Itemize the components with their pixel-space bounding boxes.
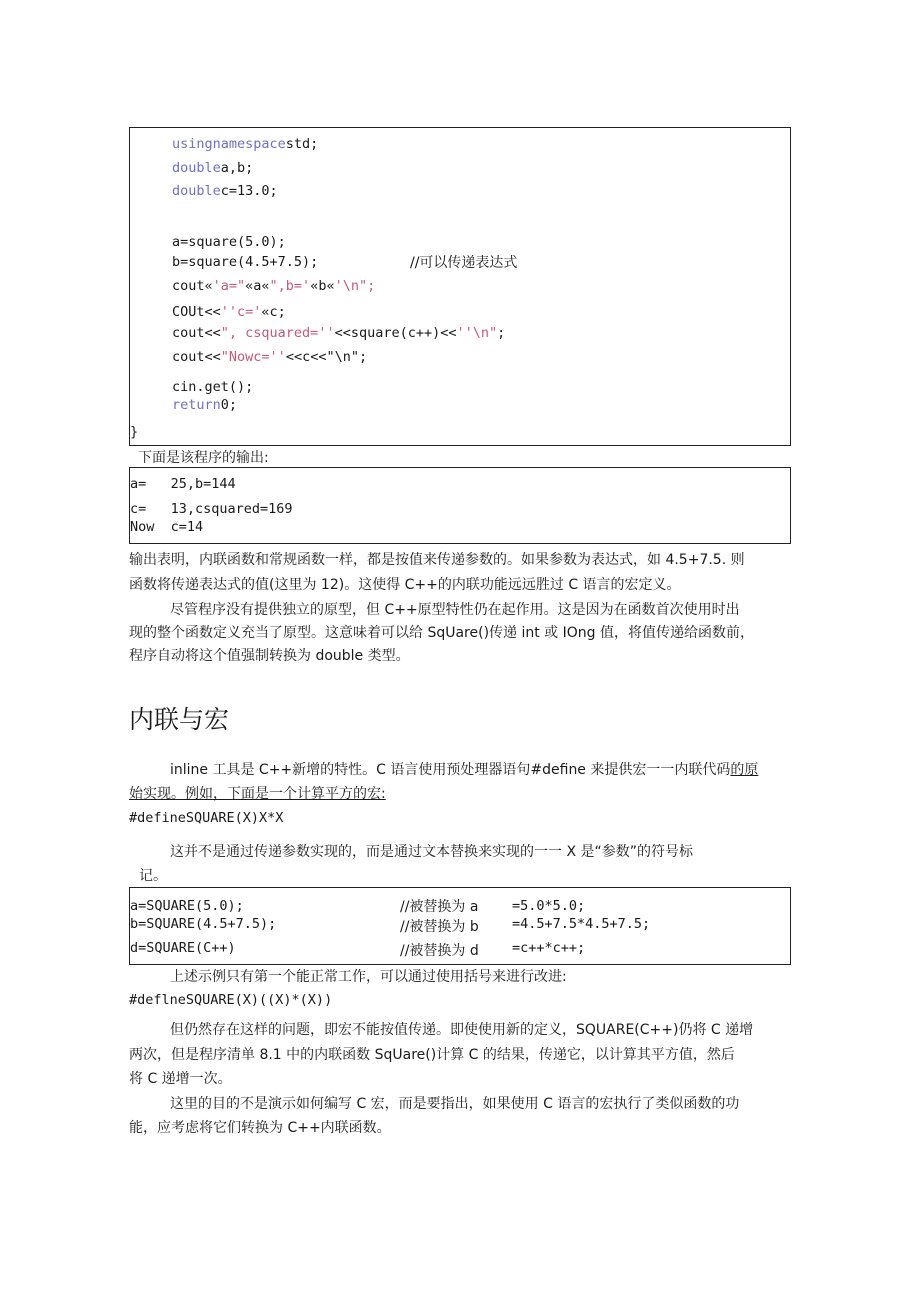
define-statement: #defineSQUARE(X)X*X — [129, 810, 284, 826]
code-line: usingnamespacestd; — [172, 136, 319, 152]
code-line: cout<<", csquared=''<<square(c++)<<''\n"; — [172, 325, 506, 341]
paragraph-line: 能，应考虑将它们转换为 C++内联函数。 — [129, 1120, 391, 1136]
paragraph-line: inline 工具是 C++新增的特性。C 语言使用预处理器语句#define 来提供宏一一内联代码的原 — [170, 762, 759, 778]
code-line: COUt<<''c='«c; — [172, 304, 286, 320]
paragraph-line: 输出表明，内联函数和常规函数一样，都是按值来传递参数的。如果参数为表达式，如 4.5+7.5. 则 — [129, 552, 745, 568]
paragraph-line: 将 C 递增一次。 — [129, 1071, 232, 1087]
table-cell-code: b=SQUARE(4.5+7.5); — [130, 916, 277, 932]
paragraph-line: 记。 — [139, 868, 167, 884]
paragraph-line: 但仍然存在这样的问题，即宏不能按值传递。即使使用新的定义，SQUARE(C++)仍将 C 递增 — [170, 1022, 754, 1038]
paragraph-line: 函数将传递表达式的值(这里为 12)。这使得 C++的内联功能远远胜过 C 语言的宏定义。 — [129, 577, 681, 593]
code-line: b=square(4.5+7.5); — [172, 254, 319, 270]
code-line: doublea,b; — [172, 160, 254, 176]
paragraph-line: 上述示例只有第一个能正常工作，可以通过使用括号来进行改进: — [170, 969, 567, 985]
paragraph-line: 这并不是通过传递参数实现的，而是通过文本替换来实现的一一 X 是“参数”的符号标 — [170, 844, 693, 860]
code-line: cout<<"Nowc=''<<c<<"\n"; — [172, 349, 368, 365]
paragraph-line: 始实现。例如，下面是一个计算平方的宏: — [129, 786, 386, 802]
table-cell-result: =4.5+7.5*4.5+7.5; — [512, 916, 651, 932]
output-intro: 下面是该程序的输出: — [138, 450, 269, 466]
table-cell-result: =c++*c++; — [512, 940, 586, 956]
table-cell-comment: //被替换为 b — [400, 919, 479, 935]
paragraph-line: 两次，但是程序清单 8.1 中的内联函数 SqUare()计算 C 的结果，传递它，以计算其平方值，然后 — [129, 1047, 735, 1063]
table-cell-comment: //被替换为 a — [400, 899, 479, 915]
table-cell-code: d=SQUARE(C++) — [130, 940, 236, 956]
define-statement: #deflneSQUARE(X)((X)*(X)) — [129, 992, 333, 1008]
code-comment: //可以传递表达式 — [410, 255, 518, 271]
table-cell-result: =5.0*5.0; — [512, 898, 586, 914]
code-line: return0; — [172, 397, 238, 413]
output-line: Now c=14 — [130, 519, 204, 535]
table-cell-comment: //被替换为 d — [400, 943, 479, 959]
code-closing-brace: } — [130, 424, 139, 440]
paragraph-line: 程序自动将这个值强制转换为 double 类型。 — [129, 648, 410, 664]
table-cell-code: a=SQUARE(5.0); — [130, 898, 244, 914]
section-heading: 内联与宏 — [129, 705, 230, 734]
output-line: c= 13,csquared=169 — [130, 501, 293, 517]
macro-table — [129, 887, 791, 965]
code-line: a=square(5.0); — [172, 234, 286, 250]
code-line: cout«'a="«a«",b='«b«'\n"; — [172, 278, 376, 294]
code-block — [129, 127, 791, 446]
output-block — [129, 467, 791, 544]
code-line: doublec=13.0; — [172, 183, 278, 199]
paragraph-line: 现的整个函数定义充当了原型。这意味着可以给 SqUare()传递 int 或 IOng 值，将值传递给函数前， — [129, 625, 754, 641]
paragraph-line: 这里的目的不是演示如何编写 C 宏，而是要指出，如果使用 C 语言的宏执行了类似函数的功 — [170, 1096, 740, 1112]
output-line: a= 25,b=144 — [130, 476, 236, 492]
code-line: cin.get(); — [172, 379, 254, 395]
paragraph-line: 尽管程序没有提供独立的原型，但 C++原型特性仍在起作用。这是因为在函数首次使用时出 — [170, 602, 740, 618]
